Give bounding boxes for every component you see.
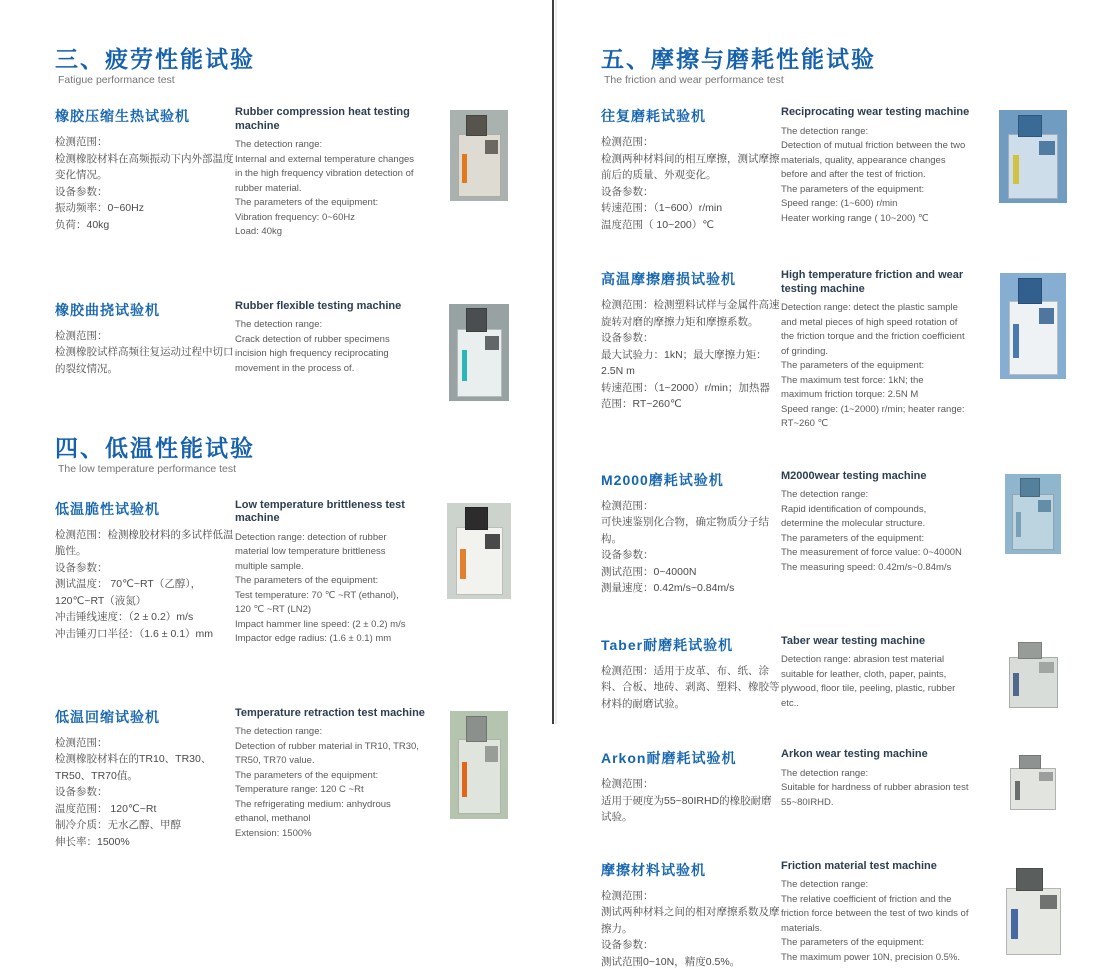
item-text-cn: 转速范围：（1~600）r/min <box>601 200 781 217</box>
item-title-cn: 往复磨耗试验机 <box>601 106 781 126</box>
item-text-cn: 检测范围： <box>55 134 235 151</box>
chinese-column <box>601 860 781 970</box>
item-text-en: The parameters of the equipment: <box>235 574 426 589</box>
reciprocating-wear-machine-photo <box>999 110 1067 203</box>
item-text-en: The parameters of the equipment: <box>781 183 972 198</box>
item-title-cn: Arkon耐磨耗试验机 <box>601 748 781 768</box>
item-text-en: TR50, TR70 value. <box>235 754 426 769</box>
item-text-cn: 最大试验力：1kN；最大摩擦力矩： <box>601 347 781 364</box>
item-text-cn: 变化情况。 <box>55 167 235 184</box>
item-title-en: Rubber flexible testing machine <box>235 300 426 314</box>
item-text-cn: 脆性。 <box>55 543 235 560</box>
machine-accent-stripe <box>1011 909 1018 939</box>
item-text-cn: 120℃~RT（液氮） <box>55 593 235 610</box>
machine-head-shape <box>1018 115 1042 137</box>
item-text-en: The parameters of the equipment: <box>235 196 426 211</box>
item-text-en: maximum friction torque: 2.5N M <box>781 388 972 403</box>
item-title-en: Taber wear testing machine <box>781 635 972 649</box>
item-text-en: Load: 40kg <box>235 225 426 240</box>
item-text-en: materials. <box>781 922 972 937</box>
item-text-cn: 测试两种材料之间的相对摩擦系数及摩擦力。 <box>601 904 781 937</box>
english-column <box>235 300 432 377</box>
item-text-en: and metal pieces of high speed rotation of <box>781 316 972 331</box>
item-text-en: Detection of rubber material in TR10, TR30, <box>235 740 426 755</box>
page-fold-divider <box>552 0 554 724</box>
chinese-column <box>55 499 235 643</box>
item-title-cn: 低温脆性试验机 <box>55 499 235 519</box>
machine-accent-stripe <box>1016 512 1021 538</box>
english-column <box>235 499 432 647</box>
chinese-column <box>601 106 781 233</box>
item-text-cn: 设备参数： <box>601 184 781 201</box>
item-text-en: determine the molecular structure. <box>781 517 972 532</box>
item-text-cn: 旋转对磨的摩擦力矩和摩擦系数。 <box>601 314 781 331</box>
item-text-en: before and after the test of friction. <box>781 168 972 183</box>
photo-column <box>978 470 1087 554</box>
friction-material-machine-photo <box>996 864 1070 959</box>
section-title: 五、摩擦与磨耗性能试验 <box>601 46 1087 72</box>
item-text-en: materials, quality, appearance changes <box>781 154 972 169</box>
item-text-en: Speed range: (1~600) r/min <box>781 197 972 212</box>
machine-accent-stripe <box>462 762 467 797</box>
item-title-cn: 摩擦材料试验机 <box>601 860 781 880</box>
item-text-cn: 测试范围0~10N，精度0.5%。 <box>601 954 781 970</box>
machine-head-shape <box>1018 278 1042 303</box>
item-text-cn: 振动频率：0~60Hz <box>55 200 235 217</box>
item-title-en: Friction material test machine <box>781 860 972 874</box>
section-subtitle: The friction and wear performance test <box>604 74 1087 86</box>
item-text-en: friction force between the test of two kinds of <box>781 907 972 922</box>
item-text-en: The measuring speed: 0.42m/s~0.84m/s <box>781 561 972 576</box>
photo-column <box>432 300 526 401</box>
item-text-en: The parameters of the equipment: <box>781 532 972 547</box>
item-text-en: multiple sample. <box>235 560 426 575</box>
machine-accent-stripe <box>460 549 466 580</box>
section-title: 四、低温性能试验 <box>55 435 526 461</box>
chinese-column <box>55 707 235 851</box>
photo-column <box>978 106 1087 203</box>
item-text-cn: 材料的耐磨试验。 <box>601 696 781 713</box>
item-text-cn: 冲击锤刃口半径：（1.6 ± 0.1）mm <box>55 626 235 643</box>
equipment-item <box>55 707 526 851</box>
item-text-cn: 设备参数： <box>601 547 781 564</box>
page-right <box>557 0 1105 724</box>
item-text-en: Rapid identification of compounds, <box>781 503 972 518</box>
item-title-cn: 高温摩擦磨损试验机 <box>601 269 781 289</box>
machine-accent-stripe <box>1015 781 1021 800</box>
item-text-en: Detection of mutual friction between the two <box>781 139 972 154</box>
item-text-cn: 检测范围：检测塑料试样与金属件高速 <box>601 297 781 314</box>
item-text-cn: 料、合板、地砖、剥离、塑料、橡胶等 <box>601 679 781 696</box>
machine-control-panel-shape <box>1038 500 1051 512</box>
english-column <box>235 707 432 842</box>
equipment-item <box>601 470 1087 597</box>
item-text-en: The detection range: <box>235 138 426 153</box>
item-text-cn: 检测范围：适用于皮革、布、纸、涂 <box>601 663 781 680</box>
english-column <box>781 635 978 712</box>
item-text-cn: 2.5N m <box>601 363 781 380</box>
item-text-en: Speed range: (1~2000) r/min; heater range: <box>781 403 972 418</box>
item-text-cn: 检测范围： <box>601 498 781 515</box>
machine-control-panel-shape <box>485 336 499 351</box>
english-column <box>781 470 978 576</box>
item-text-en: The refrigerating medium: anhydrous <box>235 798 426 813</box>
item-text-cn: 检测两种材料间的相互摩擦，测试摩擦 <box>601 151 781 168</box>
photo-column <box>978 635 1087 711</box>
machine-head-shape <box>465 507 488 530</box>
item-text-en: The parameters of the equipment: <box>781 936 972 951</box>
item-text-en: The detection range: <box>235 318 426 333</box>
chinese-column <box>55 300 235 378</box>
item-text-cn: 设备参数： <box>601 937 781 954</box>
equipment-item <box>55 499 526 647</box>
item-text-en: The detection range: <box>781 125 972 140</box>
machine-head-shape <box>1019 755 1041 769</box>
item-title-en: Low temperature brittleness test machine <box>235 499 426 526</box>
item-text-en: Impactor edge radius: (1.6 ± 0.1) mm <box>235 632 426 647</box>
item-text-en: The measurement of force value: 0~4000N <box>781 546 972 561</box>
item-text-cn: 检测范围： <box>601 134 781 151</box>
item-text-en: Test temperature: 70 ℃ ~RT (ethanol), <box>235 589 426 604</box>
equipment-item <box>601 860 1087 970</box>
item-text-en: The detection range: <box>235 725 426 740</box>
item-title-en: Arkon wear testing machine <box>781 748 972 762</box>
item-text-en: The maximum power 10N, precision 0.5%. <box>781 951 972 966</box>
item-text-cn: 检测范围： <box>601 776 781 793</box>
item-text-en: incision high frequency reciprocating <box>235 347 426 362</box>
equipment-item <box>601 269 1087 432</box>
item-text-en: Extension: 1500% <box>235 827 426 842</box>
item-text-cn: 测量速度：0.42m/s~0.84m/s <box>601 580 781 597</box>
chinese-column <box>601 269 781 413</box>
item-text-en: material low temperature brittleness <box>235 545 426 560</box>
machine-head-shape <box>466 308 488 331</box>
taber-wear-machine-photo <box>1000 639 1066 711</box>
photo-column <box>978 269 1087 379</box>
section-friction-wear <box>601 46 1087 970</box>
machine-accent-stripe <box>1013 324 1019 358</box>
machine-control-panel-shape <box>1039 141 1055 155</box>
item-text-en: in the high frequency vibration detection of <box>235 167 426 182</box>
section-low-temperature <box>55 435 526 851</box>
item-title-cn: 橡胶曲挠试验机 <box>55 300 235 320</box>
photo-column <box>432 499 526 599</box>
item-text-cn: 检测橡胶材料在的TR10、TR30、 <box>55 751 235 768</box>
item-text-cn: 温度范围（ 10~200）℃ <box>601 217 781 234</box>
english-column <box>781 106 978 226</box>
machine-head-shape <box>1020 478 1040 497</box>
item-title-en: Temperature retraction test machine <box>235 707 426 721</box>
item-text-en: The maximum test force: 1kN; the <box>781 374 972 389</box>
item-text-en: of grinding. <box>781 345 972 360</box>
item-text-en: Detection range: abrasion test material <box>781 653 972 668</box>
item-text-cn: 测试范围：0~4000N <box>601 564 781 581</box>
machine-accent-stripe <box>462 350 467 381</box>
chinese-column <box>55 106 235 233</box>
item-text-cn: 温度范围： 120℃~Rt <box>55 801 235 818</box>
item-text-cn: 可快速鉴别化合物，确定物质分子结构。 <box>601 514 781 547</box>
high-temperature-friction-wear-machine-photo <box>1000 273 1066 379</box>
item-text-cn: 的裂纹情况。 <box>55 361 235 378</box>
item-text-en: movement in the process of. <box>235 362 426 377</box>
item-text-en: suitable for leather, cloth, paper, paints, <box>781 668 972 683</box>
item-text-en: Crack detection of rubber specimens <box>235 333 426 348</box>
item-text-cn: 测试温度： 70℃~RT（乙醇）， <box>55 576 235 593</box>
item-title-cn: 橡胶压缩生热试验机 <box>55 106 235 126</box>
equipment-item <box>55 106 526 240</box>
item-text-cn: 检测范围： <box>601 888 781 905</box>
machine-accent-stripe <box>462 154 467 183</box>
item-text-en: Detection range: detection of rubber <box>235 531 426 546</box>
section-subtitle: The low temperature performance test <box>58 463 526 475</box>
item-text-en: Suitable for hardness of rubber abrasion test <box>781 781 972 796</box>
item-text-cn: 设备参数： <box>55 184 235 201</box>
machine-accent-stripe <box>1013 673 1019 696</box>
item-text-en: The detection range: <box>781 488 972 503</box>
section-fatigue <box>55 46 526 401</box>
photo-column <box>432 707 526 819</box>
item-text-en: The relative coefficient of friction and the <box>781 893 972 908</box>
item-text-cn: 转速范围：（1~2000）r/min；加热器 <box>601 380 781 397</box>
item-text-en: the friction torque and the friction coefficient <box>781 330 972 345</box>
item-title-cn: Taber耐磨耗试验机 <box>601 635 781 655</box>
temperature-retraction-machine-photo <box>450 711 508 819</box>
item-text-en: Impact hammer line speed: (2 ± 0.2) m/s <box>235 618 426 633</box>
machine-control-panel-shape <box>1040 895 1057 909</box>
low-temperature-brittleness-machine-photo <box>447 503 511 599</box>
rubber-compression-heat-machine-photo <box>450 110 508 201</box>
english-column <box>781 860 978 966</box>
item-text-cn: 伸长率：1500% <box>55 834 235 851</box>
item-text-en: Heater working range ( 10~200) ℃ <box>781 212 972 227</box>
item-text-cn: 检测范围： <box>55 735 235 752</box>
item-text-cn: 检测橡胶试样高频往复运动过程中切口 <box>55 344 235 361</box>
section-title: 三、疲劳性能试验 <box>55 46 526 72</box>
item-title-en: High temperature friction and wear testing machine <box>781 269 972 296</box>
equipment-item <box>601 106 1087 233</box>
machine-head-shape <box>466 115 487 137</box>
equipment-item <box>55 300 526 401</box>
machine-control-panel-shape <box>1039 662 1054 673</box>
item-text-en: Temperature range: 120 C ~Rt <box>235 783 426 798</box>
english-column <box>235 106 432 240</box>
item-text-cn: TR50、TR70值。 <box>55 768 235 785</box>
equipment-item <box>601 635 1087 713</box>
item-text-en: rubber material. <box>235 182 426 197</box>
photo-column <box>432 106 526 201</box>
item-text-cn: 检测范围： <box>55 328 235 345</box>
item-title-cn: 低温回缩试验机 <box>55 707 235 727</box>
item-text-cn: 冲击锤线速度：（2 ± 0.2）m/s <box>55 609 235 626</box>
item-title-en: Reciprocating wear testing machine <box>781 106 972 120</box>
english-column <box>781 269 978 432</box>
rubber-flexible-machine-photo <box>449 304 509 401</box>
machine-head-shape <box>1018 642 1042 659</box>
item-text-en: RT~260 ℃ <box>781 417 972 432</box>
item-text-en: Vibration frequency: 0~60Hz <box>235 211 426 226</box>
item-text-cn: 检测橡胶材料在高频振动下内外部温度 <box>55 151 235 168</box>
chinese-column <box>601 635 781 713</box>
chinese-column <box>601 748 781 826</box>
arkon-wear-machine-photo <box>1002 752 1064 812</box>
item-text-cn: 范围：RT~260℃ <box>601 396 781 413</box>
item-title-en: Rubber compression heat testing machine <box>235 106 426 133</box>
equipment-item <box>601 748 1087 826</box>
item-text-en: Internal and external temperature changes <box>235 153 426 168</box>
item-text-cn: 适用于硬度为55~80IRHD的橡胶耐磨试验。 <box>601 793 781 826</box>
item-text-cn: 制冷介质：无水乙醇、甲醇 <box>55 817 235 834</box>
photo-column <box>978 748 1087 812</box>
machine-head-shape <box>1016 868 1043 891</box>
machine-control-panel-shape <box>1039 308 1054 324</box>
item-text-cn: 设备参数： <box>55 560 235 577</box>
item-text-en: Detection range: detect the plastic sample <box>781 301 972 316</box>
item-text-en: plywood, floor tile, peeling, plastic, rubber etc.. <box>781 682 972 711</box>
machine-control-panel-shape <box>1039 772 1053 781</box>
item-text-cn: 检测范围：检测橡胶材料的多试样低温 <box>55 527 235 544</box>
item-text-en: 120 ℃ ~RT (LN2) <box>235 603 426 618</box>
page-left <box>0 0 552 724</box>
item-text-cn: 设备参数： <box>601 330 781 347</box>
photo-column <box>978 860 1087 959</box>
item-text-en: The detection range: <box>781 767 972 782</box>
item-text-cn: 前后的质量、外观变化。 <box>601 167 781 184</box>
machine-head-shape <box>466 716 487 742</box>
item-text-en: 55~80IRHD. <box>781 796 972 811</box>
chinese-column <box>601 470 781 597</box>
item-title-cn: M2000磨耗试验机 <box>601 470 781 490</box>
machine-control-panel-shape <box>485 746 498 762</box>
section-subtitle: Fatigue performance test <box>58 74 526 86</box>
machine-control-panel-shape <box>485 140 498 154</box>
m2000-wear-machine-photo <box>1005 474 1061 554</box>
item-text-cn: 负荷：40kg <box>55 217 235 234</box>
machine-accent-stripe <box>1013 155 1019 185</box>
item-text-en: The parameters of the equipment: <box>781 359 972 374</box>
english-column <box>781 748 978 810</box>
item-text-en: The parameters of the equipment: <box>235 769 426 784</box>
item-text-en: The detection range: <box>781 878 972 893</box>
machine-control-panel-shape <box>485 534 500 548</box>
item-title-en: M2000wear testing machine <box>781 470 972 484</box>
item-text-cn: 设备参数： <box>55 784 235 801</box>
item-text-en: ethanol, methanol <box>235 812 426 827</box>
